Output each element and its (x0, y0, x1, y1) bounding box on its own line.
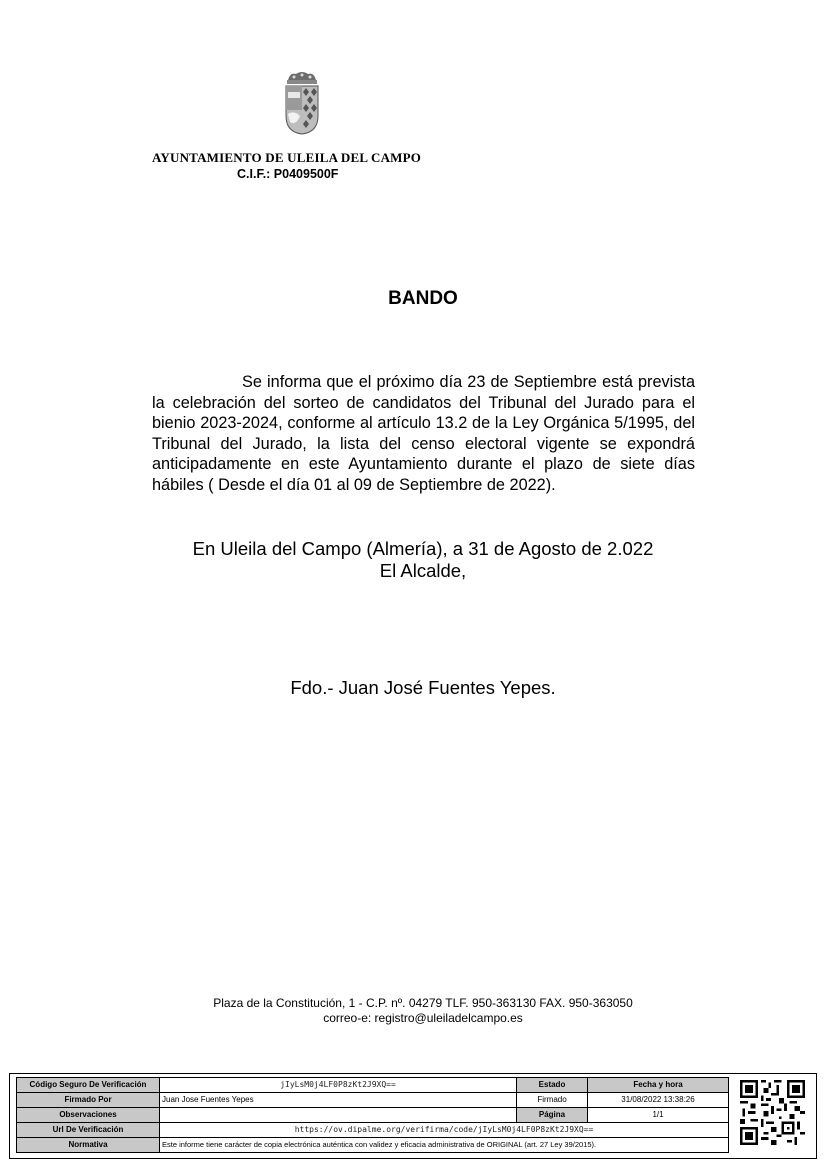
label-signed-by: Firmado Por (17, 1093, 160, 1108)
label-code: Código Seguro De Verificación (17, 1078, 160, 1093)
table-row (17, 1108, 729, 1123)
organization-cif: C.I.F.: P0409500F (237, 167, 339, 181)
document-body: Se informa que el próximo día 23 de Septiembre está prevista la celebración del sorteo de candidatos del Tribunal del Jurado para el bienio 2023-2024, conforme al artículo 13.2 de la Ley Orgánica 5/1995, del Tribunal del Jurado, la lista del censo electoral vigente se expondrá anticipadamente en este Ayuntamiento durante el plazo de siete días hábiles ( Desde el día 01 al 09 de Septiembre de 2022). (152, 373, 695, 494)
verification-table (16, 1077, 729, 1153)
regulation-value: Este informe tiene carácter de copia electrónica auténtica con validez y eficacia administrativa de ORIGINAL (art. 27 Ley 39/2015). (160, 1138, 729, 1153)
label-url: Url De Verificación (17, 1123, 160, 1138)
page-value: 1/1 (588, 1108, 729, 1123)
footer-address: Plaza de la Constitución, 1 - C.P. nº. 04279 TLF. 950-363130 FAX. 950-363050 (213, 996, 633, 1010)
signed-by-value: Juan Jose Fuentes Yepes (160, 1093, 517, 1108)
verification-code: jIyLsM0j4LF0P8zKt2J9XQ== (160, 1078, 517, 1093)
footer-email: correo-e: registro@uleiladelcampo.es (323, 1011, 523, 1025)
coat-of-arms-icon (280, 70, 324, 136)
label-datetime: Fecha y hora (588, 1078, 729, 1093)
closing-title: El Alcalde, (379, 560, 467, 581)
label-regulation: Normativa (17, 1138, 160, 1153)
table-row (17, 1078, 729, 1093)
datetime-value: 31/08/2022 13:38:26 (588, 1093, 729, 1108)
table-row (17, 1138, 729, 1153)
qr-code-icon (740, 1077, 805, 1148)
label-status: Estado (517, 1078, 588, 1093)
label-observations: Observaciones (17, 1108, 160, 1123)
signer-name: Fdo.- Juan José Fuentes Yepes. (290, 677, 556, 698)
document-title: BANDO (388, 288, 458, 309)
table-row (17, 1123, 729, 1138)
label-page: Página (517, 1108, 588, 1123)
status-value: Firmado (517, 1093, 588, 1108)
place-and-date: En Uleila del Campo (Almería), a 31 de Agosto de 2.022 (192, 538, 654, 559)
organization-name: AYUNTAMIENTO DE ULEILA DEL CAMPO (152, 150, 422, 165)
table-row (17, 1093, 729, 1108)
observations-value (160, 1108, 517, 1123)
organization-header (152, 150, 464, 181)
verification-url[interactable]: https://ov.dipalme.org/verifirma/code/jIyLsM0j4LF0P8zKt2J9XQ== (160, 1123, 729, 1138)
